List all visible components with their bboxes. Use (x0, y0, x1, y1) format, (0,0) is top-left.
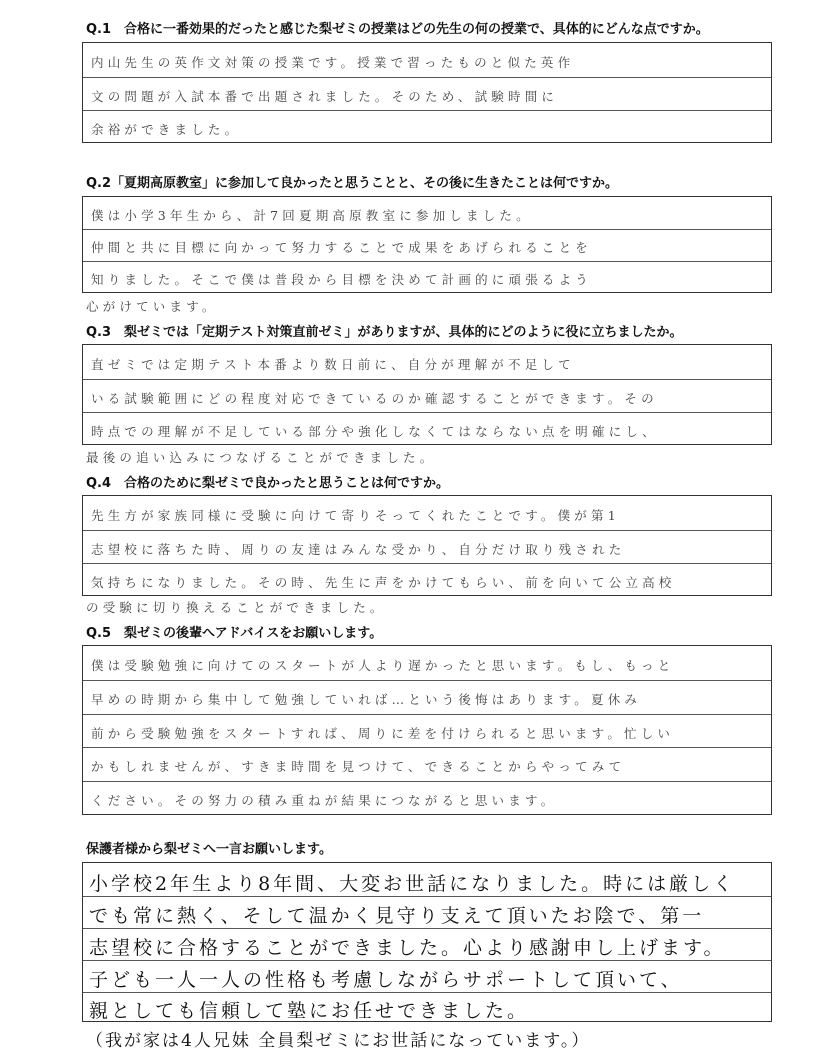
q3-answer-box (82, 344, 772, 445)
q2-answer-line-4: 心がけています。 (86, 299, 219, 314)
q5-answer-line-1: 僕は受験勉強に向けてのスタートが人より遅かったと思います。もし、もっと (91, 658, 675, 673)
q1-title: Q.1 合格に一番効果的だったと感じた梨ゼミの授業はどの先生の何の授業で、具体的にどんな点ですか。 (86, 22, 709, 37)
parent-line-1: 小学校2年生より8年間、大変お世話になりました。時には厳しく (89, 873, 736, 895)
q4-answer-box (82, 495, 772, 596)
parent-line-6: （我が家は4人兄妹 全員梨ゼミにお世話になっています。） (86, 1031, 591, 1051)
ruled-line (83, 960, 771, 961)
ruled-line (83, 992, 771, 993)
q3-answer-line-2: いる試験範囲にどの程度対応できているのか確認することができます。その (91, 391, 658, 406)
q5-answer-line-5: ください。その努力の積み重ねが結果につながると思います。 (91, 793, 558, 808)
ruled-line (83, 110, 771, 111)
q1-answer-line-1: 内山先生の英作文対策の授業です。授業で習ったものと似た英作 (91, 55, 575, 70)
q2-answer-line-2: 仲間と共に目標に向かって努力することで成果をあげられることを (91, 240, 593, 255)
q2-answer-line-1: 僕は小学3年生から、計7回夏期高原教室に参加しました。 (91, 208, 533, 223)
q5-answer-line-2: 早めの時期から集中して勉強していれば…という後悔はあります。夏休み (91, 692, 642, 707)
ruled-line (83, 781, 771, 782)
q4-title: Q.4 合格のために梨ゼミで良かったと思うことは何ですか。 (86, 476, 450, 491)
ruled-line (83, 563, 771, 564)
ruled-line (83, 412, 771, 413)
q4-answer-line-4: の受験に切り換えることができました。 (86, 600, 387, 615)
q5-answer-box (82, 645, 772, 815)
parent-title: 保護者様から梨ゼミへ一言お願いします。 (86, 842, 332, 857)
parent-answer-box (82, 862, 772, 1022)
ruled-line (83, 747, 771, 748)
q3-answer-line-1: 直ゼミでは定期テスト本番より数日前に、自分が理解が不足して (91, 357, 575, 372)
ruled-line (83, 530, 771, 531)
q5-answer-line-4: かもしれませんが、すきま時間を見つけて、できることからやってみて (91, 759, 626, 774)
q1-answer-line-3: 余裕ができました。 (91, 122, 242, 137)
q5-title: Q.5 梨ゼミの後輩へアドバイスをお願いします。 (86, 626, 383, 641)
ruled-line (83, 680, 771, 681)
q4-answer-line-1: 先生方が家族同様に受験に向けて寄りそってくれたことです。僕が第1 (91, 508, 620, 523)
ruled-line (83, 928, 771, 929)
q4-answer-line-3: 気持ちになりました。その時、先生に声をかけてもらい、前を向いて公立高校 (91, 575, 676, 590)
q2-answer-box (82, 196, 772, 293)
ruled-line (83, 77, 771, 78)
parent-line-2: でも常に熱く、そして温かく見守り支えて頂いたお陰で、第一 (89, 905, 705, 927)
q3-answer-line-4: 最後の追い込みにつなげることができました。 (86, 450, 437, 465)
ruled-line (83, 714, 771, 715)
parent-line-3: 志望校に合格することができました。心より感謝申し上げます。 (89, 937, 726, 959)
q3-answer-line-3: 時点での理解が不足している部分や強化しなくてはならない点を明確にし、 (91, 424, 659, 439)
q1-answer-box (82, 42, 772, 143)
q3-title: Q.3 梨ゼミでは「定期テスト対策直前ゼミ」がありますが、具体的にどのように役に立ちましたか。 (86, 325, 683, 340)
q2-title: Q.2「夏期高原教室」に参加して良かったと思うことと、その後に生きたことは何ですか。 (86, 176, 619, 191)
q5-answer-line-3: 前から受験勉強をスタートすれば、周りに差を付けられると思います。忙しい (91, 726, 675, 741)
parent-line-5: 親としても信頼して塾にお任せできました。 (89, 1000, 530, 1022)
parent-line-4: 子ども一人一人の性格も考慮しながらサポートして頂いて、 (89, 969, 683, 991)
q2-answer-line-3: 知りました。そこで僕は普段から目標を決めて計画的に頑張るよう (91, 272, 593, 287)
q4-answer-line-2: 志望校に落ちた時、周りの友達はみんな受かり、自分だけ取り残された (91, 542, 626, 557)
ruled-line (83, 379, 771, 380)
ruled-line (83, 896, 771, 897)
q1-answer-line-2: 文の問題が入試本番で出題されました。そのため、試験時間に (91, 89, 559, 104)
ruled-line (83, 229, 771, 230)
ruled-line (83, 261, 771, 262)
